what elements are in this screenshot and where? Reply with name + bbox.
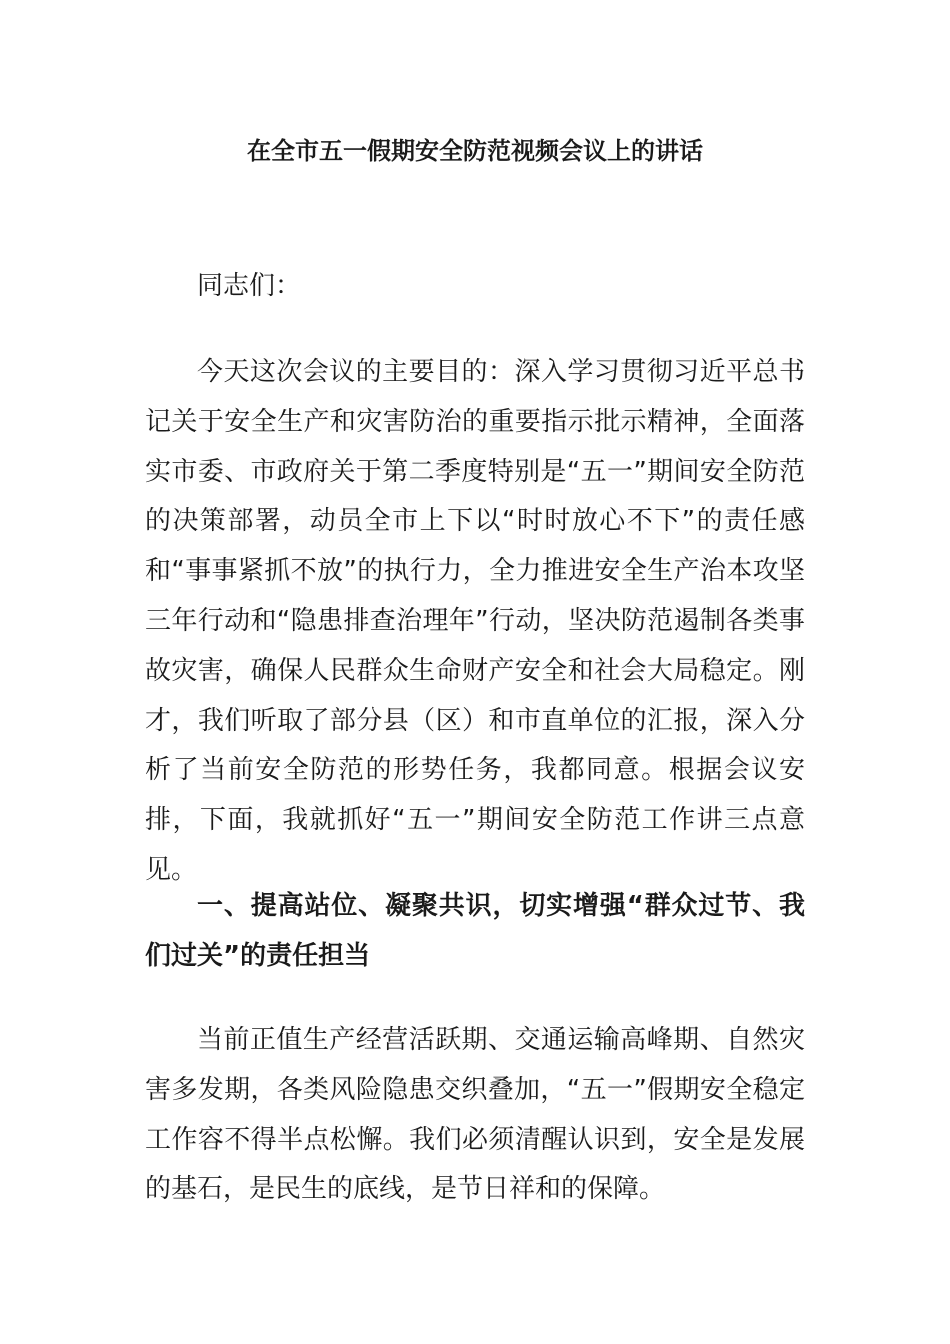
section-heading-1-text: 一、提高站位、凝聚共识，切实增强“群众过节、我们过关”的责任担当: [145, 891, 805, 971]
greeting: [145, 262, 805, 312]
paragraph-2: [145, 1016, 805, 1215]
greeting-text: 同志们：: [197, 271, 302, 301]
paragraph-2-text: 当前正值生产经营活跃期、交通运输高峰期、自然灾害多发期，各类风险隐患交织叠加，“五一”假期安全稳定工作容不得半点松懈。我们必须清醒认识到，安全是发展的基石，是民生的底线，是节日祥和的保障。: [145, 1025, 805, 1205]
section-heading-1: [145, 882, 805, 982]
paragraph-1: [145, 348, 805, 896]
paragraph-1-text: 今天这次会议的主要目的：深入学习贯彻习近平总书记关于安全生产和灾害防治的重要指示批示精神，全面落实市委、市政府关于第二季度特别是“五一”期间安全防范的决策部署，动员全市上下以“时时放心不下”的责任感和“事事紧抓不放”的执行力，全力推进安全生产治本攻坚三年行动和“隐患排查治理年”行动，坚决防范遏制各类事故灾害，确保人民群众生命财产安全和社会大局稳定。刚才，我们听取了部分县（区）和市直单位的汇报，深入分析了当前安全防范的形势任务，我都同意。根据会议安排，下面，我就抓好“五一”期间安全防范工作讲三点意见。: [145, 357, 805, 885]
document-title: 在全市五一假期安全防范视频会议上的讲话: [247, 137, 703, 165]
